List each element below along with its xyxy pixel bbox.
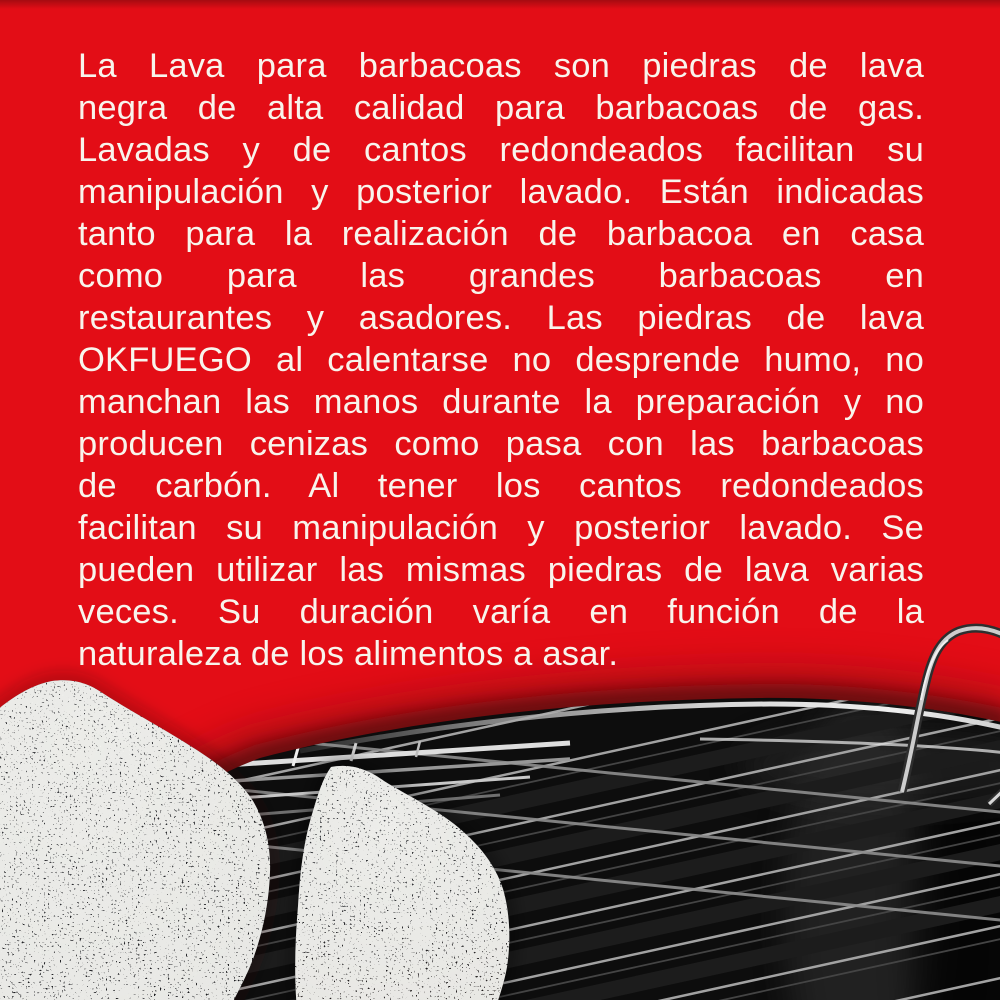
description-line: Lavadas y de cantos redondeados facilitan su <box>78 131 924 169</box>
description-line: de carbón. Al tener los cantos redondeados <box>78 467 924 505</box>
description-line: manipulación y posterior lavado. Están indicadas <box>78 173 924 211</box>
description-line: naturaleza de los alimentos a asar. <box>78 635 619 673</box>
description-line: negra de alta calidad para barbacoas de gas. <box>78 89 924 127</box>
description-line: veces. Su duración varía en función de la <box>78 593 924 631</box>
description-line: como para las grandes barbacoas en <box>78 257 924 295</box>
description-line: facilitan su manipulación y posterior lavado. Se <box>78 509 924 547</box>
description-line: tanto para la realización de barbacoa en casa <box>78 215 924 253</box>
lava-stone-left <box>0 680 270 1000</box>
product-description <box>78 45 924 675</box>
description-line: La Lava para barbacoas son piedras de lava <box>78 47 924 85</box>
description-line: manchan las manos durante la preparación y no <box>78 383 924 421</box>
description-line: restaurantes y asadores. Las piedras de lava <box>78 299 924 337</box>
description-line: producen cenizas como pasa con las barbacoas <box>78 425 924 463</box>
description-line: OKFUEGO al calentarse no desprende humo, no <box>78 341 924 379</box>
description-line: pueden utilizar las mismas piedras de lava varias <box>78 551 924 589</box>
